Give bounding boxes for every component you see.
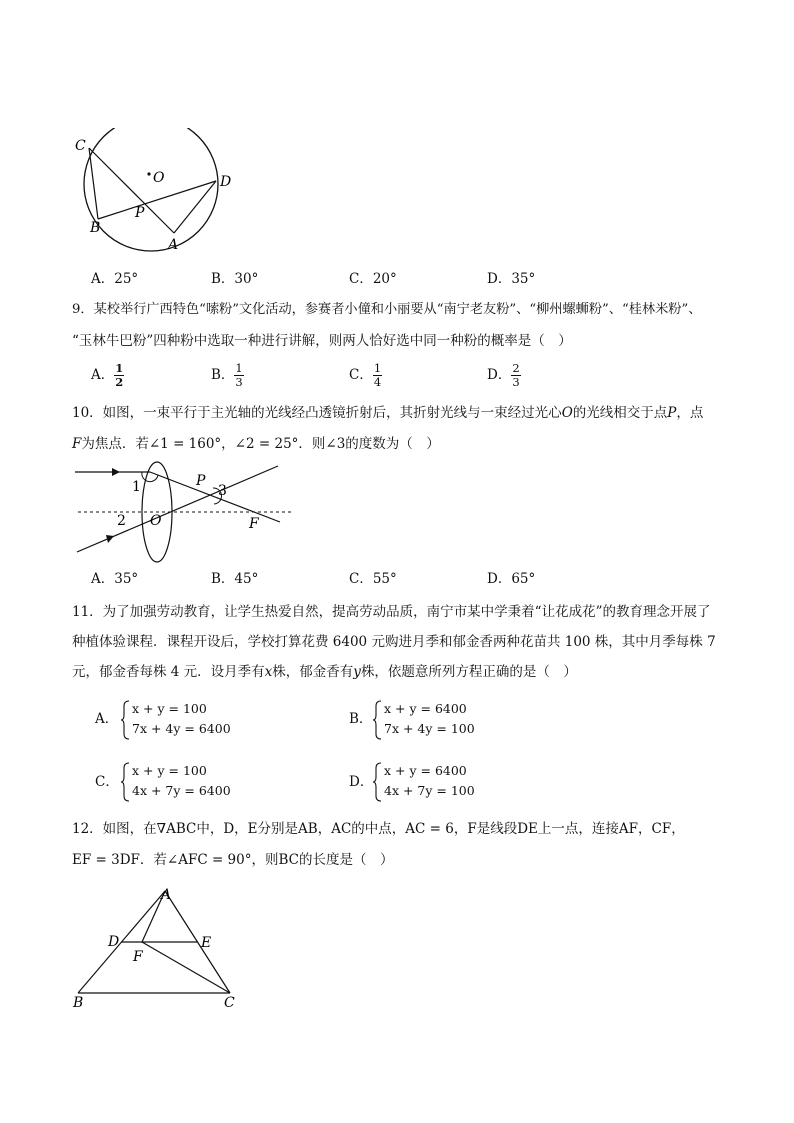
q9-option-a[interactable]: A． $\frac{1}{2}$ (91, 361, 124, 389)
q12-triangle-figure (70, 883, 250, 1011)
label-e: E (201, 935, 212, 951)
q9-stem-line1: 9．某校举行广西特色“嗦粉”文化活动，参赛者小僮和小丽要从“南宁老友粉”、“柳州螺蛳粉”、“桂林米粉”、 (72, 302, 702, 317)
q10-lens-figure (70, 458, 300, 568)
q10-option-b[interactable]: B．45° (211, 571, 259, 587)
label-angle-3: 3 (218, 483, 227, 499)
label-p: P (196, 473, 206, 489)
arrow-head-1 (112, 468, 120, 476)
label-b: B (90, 220, 101, 236)
q9-stem-line2: “玉林牛巴粉”四种粉中选取一种进行讲解，则两人恰好选中同一种粉的概率是（ ） (72, 333, 572, 349)
q8-option-a[interactable]: A．25° (91, 271, 139, 287)
q11-option-c-label[interactable]: C． (95, 774, 119, 790)
label-c: C (224, 995, 235, 1011)
q11-stem-line2: 种植体验课程．课程开设后，学校打算花费 6400 元购进月季和郁金香两种花苗共 100 株，其中月季每株 7 (72, 634, 716, 650)
brace-icon (120, 761, 130, 803)
q12-stem-line2: EF = 3DF．若∠AFC = 90°，则BC的长度是（ ） (72, 852, 394, 868)
brace-icon (372, 699, 382, 741)
q10-option-c[interactable]: C．55° (349, 571, 397, 587)
center-dot (147, 172, 150, 175)
label-b: B (73, 995, 84, 1011)
label-f: F (249, 516, 259, 532)
q9-option-c[interactable]: C． $\frac{1}{4}$ (349, 361, 382, 389)
q10-option-d[interactable]: D．65° (487, 571, 536, 587)
arrow-head-2 (106, 535, 114, 543)
q8-option-d[interactable]: D．35° (487, 271, 536, 287)
q11-option-d-label[interactable]: D． (349, 774, 374, 790)
q8-option-b[interactable]: B．30° (211, 271, 259, 287)
label-angle-2: 2 (117, 513, 126, 529)
q11-option-b-system: x + y = 6400 7x + 4y = 100 (372, 699, 482, 741)
refracted-ray (150, 472, 280, 522)
label-p: P (135, 205, 145, 221)
q9-option-d[interactable]: D． $\frac{2}{3}$ (487, 361, 520, 389)
label-d: D (108, 934, 120, 950)
q8-circle-figure (74, 128, 244, 253)
q11-option-b-label[interactable]: B． (349, 711, 373, 727)
angle-1-arc (142, 472, 158, 482)
label-o: O (150, 513, 162, 529)
segment-fc (142, 942, 230, 993)
segment-ad (174, 181, 216, 233)
q9-option-b[interactable]: B． $\frac{1}{3}$ (211, 361, 243, 389)
circle-o (84, 128, 218, 251)
segment-bd (98, 181, 216, 219)
label-a: A (168, 237, 179, 253)
q12-stem-line1: 12．如图，在∇ABC中，D，E分别是AB，AC的中点，AC = 6，F是线段DE上一点，连接AF，CF， (72, 821, 685, 837)
label-a: A (161, 887, 172, 903)
q11-option-c-system: x + y = 100 4x + 7y = 6400 (120, 761, 230, 803)
q8-option-c[interactable]: C．20° (349, 271, 397, 287)
brace-icon (372, 761, 382, 803)
label-c: C (75, 138, 86, 154)
q10-stem-line1: 10．如图，一束平行于主光轴的光线经凸透镜折射后，其折射光线与一束经过光心O的光线相交于点P，点 (72, 405, 704, 421)
q11-stem-line1: 11．为了加强劳动教育，让学生热爱自然，提高劳动品质，南宁市某中学秉着“让花成花”的教育理念开展了 (72, 604, 711, 620)
label-f: F (133, 949, 143, 965)
brace-icon (120, 699, 130, 741)
q11-option-a-label[interactable]: A． (95, 711, 119, 727)
q11-option-d-system: x + y = 6400 4x + 7y = 100 (372, 761, 482, 803)
label-d: D (220, 174, 232, 190)
segment-ca (89, 148, 174, 233)
q11-stem-line3: 元，郁金香每株 4 元．设月季有x株，郁金香有y株，依题意所列方程正确的是（ ） (72, 664, 577, 680)
q10-option-a[interactable]: A．35° (91, 571, 139, 587)
q11-option-a-system: x + y = 100 7x + 4y = 6400 (120, 699, 230, 741)
label-angle-1: 1 (132, 479, 141, 495)
q10-stem-line2: F为焦点．若∠1 = 160°，∠2 = 25°．则∠3的度数为（ ） (72, 436, 440, 452)
segment-cb (89, 148, 98, 219)
label-o: O (153, 170, 165, 186)
